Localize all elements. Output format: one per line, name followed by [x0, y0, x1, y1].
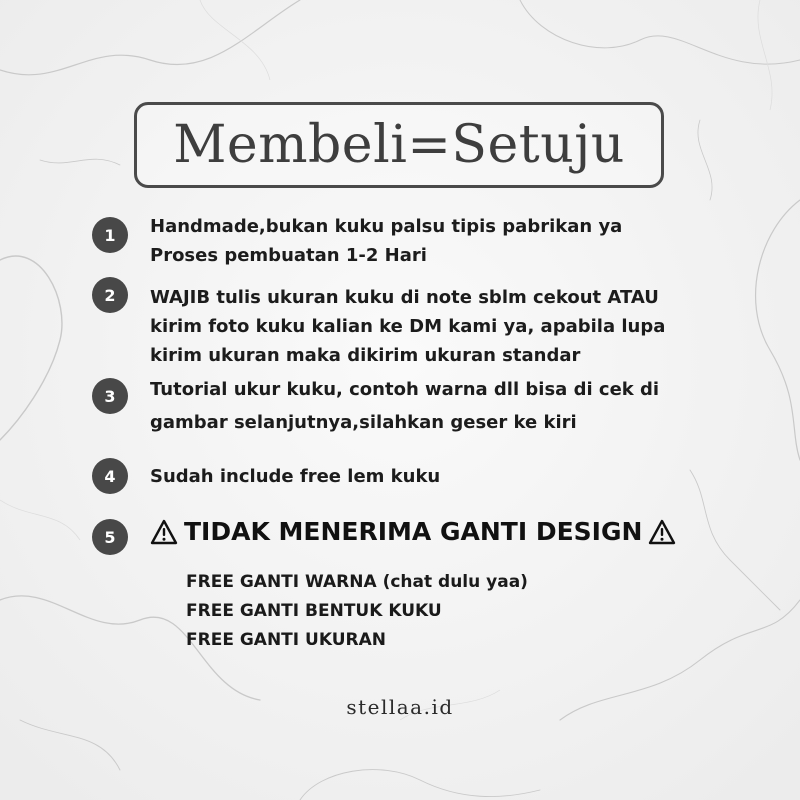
number-badge-1: 1: [92, 217, 128, 253]
sub-line: FREE GANTI WARNA (chat dulu yaa): [186, 572, 528, 592]
rule-line: kirim foto kuku kalian ke DM kami ya, apabila lupa: [150, 316, 666, 337]
number-badge-4: 4: [92, 458, 128, 494]
warning-triangle-icon: [648, 519, 676, 545]
warning-triangle-icon: [150, 519, 178, 545]
title-box: [134, 102, 664, 188]
brand-name: stellaa.id: [346, 695, 454, 719]
number-badge-2: 2: [92, 277, 128, 313]
rule-sublist-5: [186, 568, 528, 655]
rule-line: Proses pembuatan 1-2 Hari: [150, 245, 427, 266]
rule-line: Tutorial ukur kuku, contoh warna dll bisa di cek di: [150, 379, 660, 400]
rule-item-1: [150, 212, 622, 270]
rule-line: WAJIB tulis ukuran kuku di note sblm cekout ATAU: [150, 287, 659, 308]
headline-text: TIDAK MENERIMA GANTI DESIGN: [184, 517, 643, 546]
page-title: Membeli=Setuju: [173, 115, 625, 175]
rule-headline-5: [150, 517, 676, 546]
rule-item-3: [150, 375, 659, 437]
sub-line: FREE GANTI BENTUK KUKU: [186, 601, 442, 621]
rule-item-4: [150, 462, 440, 491]
rule-line: Handmade,bukan kuku palsu tipis pabrikan ya: [150, 216, 623, 237]
number-badge-3: 3: [92, 378, 128, 414]
sub-line: FREE GANTI UKURAN: [186, 630, 386, 650]
rule-line: Sudah include free lem kuku: [150, 466, 441, 487]
rule-line: gambar selanjutnya,silahkan geser ke kiri: [150, 412, 577, 433]
number-badge-5: 5: [92, 519, 128, 555]
rule-line: kirim ukuran maka dikirim ukuran standar: [150, 345, 581, 366]
rule-item-2: [150, 283, 665, 370]
